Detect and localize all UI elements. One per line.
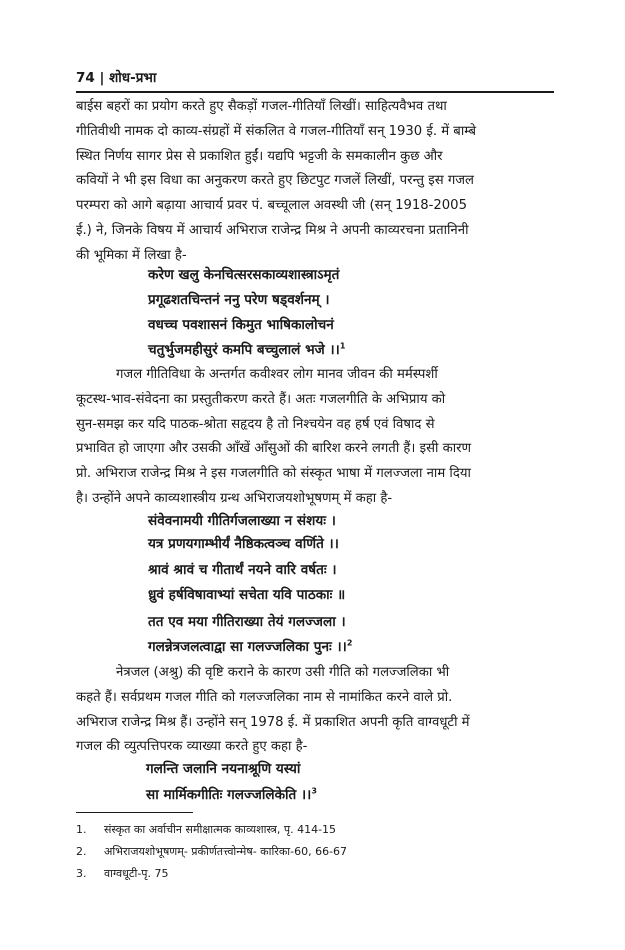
paragraph-line: स्थित निर्णय सागर प्रेस से प्रकाशित हुईं। यद्यपि भट्टजी के समकालीन कुछ और	[76, 148, 443, 164]
paragraph-line: प्रभावित हो जाएगा और उसकी आँखें आँसुओं की बारिश करने लगती हैं। इसी कारण	[76, 441, 472, 457]
verse-line: तत एव मया गीतिराख्या तेयं गलज्जला ।	[148, 614, 346, 630]
footnote-rule	[76, 812, 193, 813]
verse-line	[146, 784, 317, 803]
paragraph-line: प्रो. अभिराज राजेन्द्र मिश्र ने इस गजलगीति को संस्कृत भाषा में गलज्जला नाम दिया	[76, 466, 471, 482]
footnote	[76, 822, 336, 837]
verse-line: ध्रुवं हर्षविषावाभ्यां सचेता यवि पाठकाः ॥	[148, 587, 346, 603]
verse-line: संवेवनामयी गीतिर्गजलाख्या न संशयः ।	[148, 513, 336, 529]
verse-text: सा मार्मिकगीतिः गलज्जलिकेति ।।	[146, 787, 312, 803]
paragraph-line: कूटस्थ-भाव-संवेदना का प्रस्तुतीकरण करते हैं। अतः गजलगीति के अभिप्राय को	[76, 391, 446, 407]
paragraph-line: अभिराज राजेन्द्र मिश्र हैं। उन्होंने सन् 1978 ई. में प्रकाशित अपनी कृति वाग्वधूटी में	[76, 714, 470, 730]
verse-line: श्रावं श्रावं च गीतार्थं नयने वारि वर्षतः ।	[148, 562, 337, 578]
paragraph-line: सुन-समझ कर यदि पाठक-श्रोता सहृदय है तो निश्चयेन वह हर्ष एवं विषाद से	[76, 416, 435, 432]
paragraph-line: कवियों ने भी इस विधा का अनुकरण करते हुए छिटपुट गजलें लिखीं, परन्तु इस गजल	[76, 173, 474, 189]
footnote-reference: 3	[311, 786, 317, 796]
verse-line: यत्र प्रणयगाम्भीर्यं नैष्ठिकत्वञ्च वर्णिते ।।	[148, 536, 339, 552]
verse-line	[148, 339, 345, 358]
footnote-number: 2.	[76, 845, 87, 858]
footnote-number: 1.	[76, 823, 87, 836]
header-rule	[76, 91, 554, 93]
footnote	[76, 844, 347, 859]
verse-line: वधच्च पवशासनं किमुत भाषिकालोचनं	[148, 317, 334, 333]
verse-line: गलन्ति जलानि नयनाश्रूणि यस्यां	[146, 761, 301, 777]
footnote-text: संस्कृत का अर्वाचीन समीक्षात्मक काव्यशास्त्र, पृ. 414-15	[104, 823, 337, 836]
paragraph-line: कहते हैं। सर्वप्रथम गजल गीति को गलज्जलिका नाम से नामांकित करने वाले प्रो.	[76, 689, 453, 705]
verse-text: चतुर्भुजमहीसुरं कमपि बच्चुलालं भजे ।।	[148, 342, 340, 358]
paragraph-1	[76, 95, 554, 269]
paragraph-line: गीतिवीथी नामक दो काव्य-संग्रहों में संकलित वे गजल-गीतियाँ सन् 1930 ई. में बाम्बे	[76, 123, 477, 139]
verse-line	[148, 636, 352, 655]
paragraph-line: परम्परा को आगे बढ़ाया आचार्य प्रवर पं. बच्चूलाल अवस्थी जी (सन् 1918-2005	[76, 198, 467, 214]
paragraph-line: है। उन्होंने अपने काव्यशास्त्रीय ग्रन्थ अभिराजयशोभूषणम् में कहा है-	[76, 490, 393, 506]
footnote-reference: 2	[346, 638, 353, 648]
footnote-number: 3.	[76, 867, 87, 880]
footnote-text: अभिराजयशोभूषणम्- प्रकीर्णतत्त्वोन्मेष- कारिका-60, 66-67	[104, 845, 348, 858]
paragraph-line: की भूमिका में लिखा है-	[76, 247, 187, 263]
paragraph-line: बाईस बहरों का प्रयोग करते हुए सैकड़ों गजल-गीतियाँ लिखीं। साहित्यवैभव तथा	[76, 99, 447, 114]
paragraph-2	[76, 363, 554, 512]
footnote	[76, 866, 169, 881]
running-head: 74 | शोध-प्रभा	[76, 70, 157, 86]
paragraph-3	[76, 661, 554, 760]
verse-text: गलन्नेत्रजलत्वाद्वा सा गलज्जलिका पुनः ।।	[148, 639, 347, 655]
paragraph-line: ई.) ने, जिनके विषय में आचार्य अभिराज राजेन्द्र मिश्र ने अपनी काव्यरचना प्रतानिनी	[76, 222, 469, 238]
verse-line: करेण खलु केनचित्सरसकाव्यशास्त्राऽमृतं	[148, 267, 340, 283]
paragraph-line: गजल गीतिविधा के अन्तर्गत कवीश्वर लोग मानव जीवन की मर्मस्पर्शी	[116, 367, 438, 382]
footnote-text: वाग्वधूटी-पृ. 75	[104, 867, 169, 880]
paragraph-line: नेत्रजल (अश्रु) की वृष्टि कराने के कारण उसी गीति को गलज्जलिका भी	[116, 665, 450, 680]
footnote-reference: 1	[339, 341, 346, 351]
paragraph-line: गजल की व्युत्पत्तिपरक व्याख्या करते हुए कहा है-	[76, 739, 308, 755]
verse-line: प्रगूढशतचिन्तनं ननु परेण षड्वर्शनम् ।	[148, 292, 330, 308]
